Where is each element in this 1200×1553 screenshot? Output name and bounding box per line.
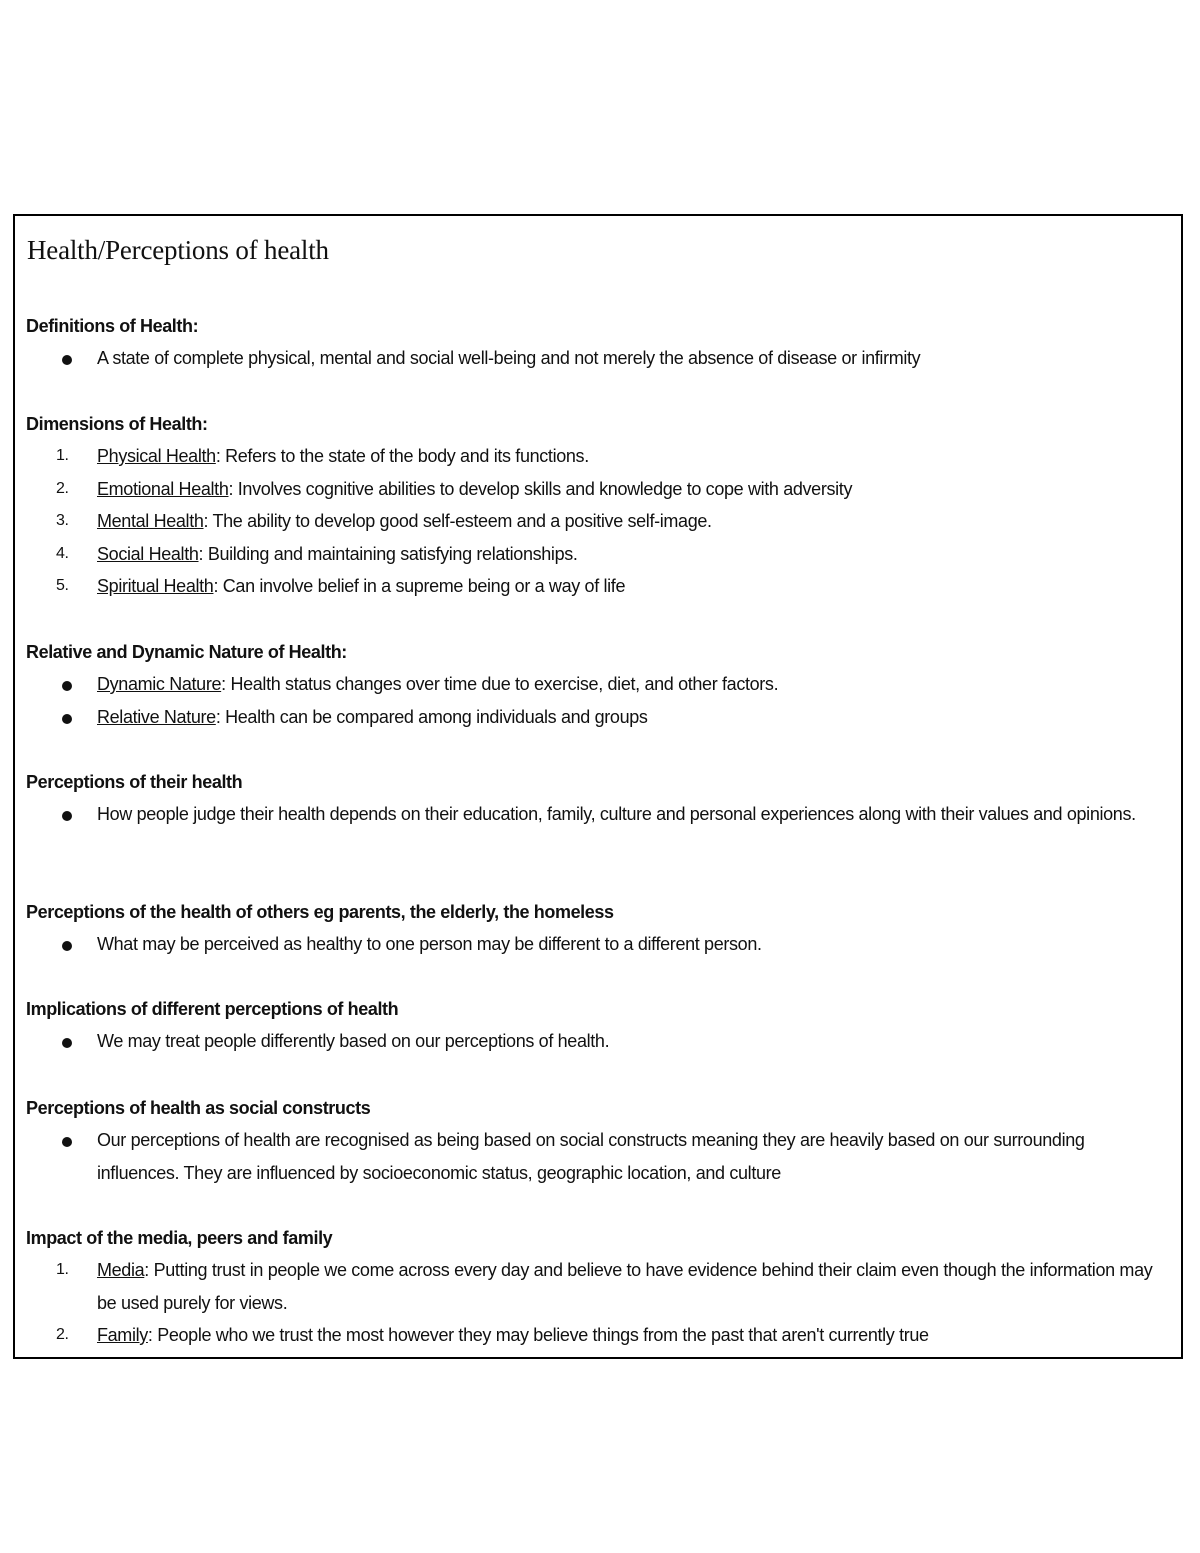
section-social-constructs <box>26 1092 1161 1189</box>
bullet-list <box>26 1025 1161 1058</box>
item-number: 1. <box>56 1261 69 1278</box>
section-perceptions-others <box>26 896 1161 961</box>
section-heading: Relative and Dynamic Nature of Health: <box>26 642 347 662</box>
item-number: 3. <box>56 512 69 529</box>
bullet-icon <box>62 1038 72 1048</box>
bullet-list <box>26 1124 1161 1189</box>
bullet-icon <box>62 941 72 951</box>
document-box <box>13 214 1183 1359</box>
item-text: We may treat people differently based on our perceptions of health. <box>97 1031 610 1051</box>
item-term: Emotional Health <box>97 478 229 499</box>
list-item <box>26 798 1161 831</box>
item-term: Family <box>97 1325 148 1345</box>
section-heading: Impact of the media, peers and family <box>26 1228 333 1248</box>
section-media-impact <box>26 1222 1161 1352</box>
bullet-icon <box>62 681 72 691</box>
item-text: A state of complete physical, mental and social well-being and not merely the absence of disease or infirmity <box>97 348 921 368</box>
list-item <box>26 1254 1161 1319</box>
item-text: : People who we trust the most however they may believe things from the past that aren't currently true <box>147 1325 929 1345</box>
item-text: : Can involve belief in a supreme being or a way of life <box>213 576 626 596</box>
item-term: Social Health <box>97 543 199 564</box>
item-text: Our perceptions of health are recognised as being based on social constructs meaning they are heavily based on our surrounding influences. They are influenced by socioeconomic status, geographic location, and culture <box>97 1130 1085 1183</box>
item-text: What may be perceived as healthy to one person may be different to a different person. <box>97 934 762 954</box>
item-term: Media <box>97 1260 145 1280</box>
section-perceptions-their-health <box>26 766 1161 831</box>
list-item <box>26 440 1161 473</box>
page-title: Health/Perceptions of health <box>27 235 329 265</box>
section-definitions <box>26 310 1161 375</box>
item-number: 4. <box>56 544 69 562</box>
list-item <box>26 570 1161 603</box>
list-item <box>26 701 1161 734</box>
section-implications <box>26 993 1161 1058</box>
item-text: How people judge their health depends on their education, family, culture and personal experiences along with their values and opinions. <box>97 804 1136 824</box>
bullet-list <box>26 798 1161 831</box>
item-text: : Health status changes over time due to exercise, diet, and other factors. <box>221 674 779 694</box>
section-heading: Dimensions of Health: <box>26 414 208 434</box>
item-text: : Health can be compared among individuals and groups <box>215 706 648 727</box>
section-heading: Implications of different perceptions of health <box>26 999 399 1019</box>
list-item <box>26 1124 1161 1189</box>
item-text: : Refers to the state of the body and its functions. <box>215 446 589 466</box>
bullet-list <box>26 668 1161 733</box>
section-dimensions <box>26 408 1161 603</box>
item-text: : Involves cognitive abilities to develop skills and knowledge to cope with adversity <box>228 478 853 499</box>
list-item <box>26 505 1161 538</box>
list-item <box>26 538 1161 571</box>
bullet-list <box>26 928 1161 961</box>
item-number: 5. <box>56 577 69 594</box>
bullet-icon <box>62 355 72 365</box>
section-heading: Definitions of Health: <box>26 316 199 336</box>
item-term: Dynamic Nature <box>97 674 222 694</box>
section-heading: Perceptions of the health of others eg parents, the elderly, the homeless <box>26 902 614 922</box>
section-heading: Perceptions of their health <box>26 772 243 792</box>
item-term: Spiritual Health <box>97 576 214 596</box>
bullet-icon <box>62 1137 72 1147</box>
list-item <box>26 473 1161 506</box>
item-number: 2. <box>56 1326 69 1343</box>
list-item <box>26 342 1161 375</box>
item-text: : Putting trust in people we come across every day and believe to have evidence behind their claim even though the information may be used purely for views. <box>97 1260 1153 1313</box>
list-item <box>26 1025 1161 1058</box>
list-item <box>26 668 1161 701</box>
section-heading: Perceptions of health as social constructs <box>26 1098 371 1118</box>
numbered-list <box>26 440 1161 603</box>
bullet-list <box>26 342 1161 375</box>
item-term: Relative Nature <box>97 706 216 727</box>
numbered-list <box>26 1254 1161 1352</box>
item-text: : Building and maintaining satisfying relationships. <box>198 543 578 564</box>
item-term: Physical Health <box>97 446 216 466</box>
item-number: 2. <box>56 479 69 497</box>
list-item <box>26 1319 1161 1352</box>
bullet-icon <box>62 714 72 724</box>
section-relative-dynamic <box>26 636 1161 733</box>
item-text: : The ability to develop good self-esteem and a positive self-image. <box>203 511 712 531</box>
list-item <box>26 928 1161 961</box>
item-number: 1. <box>56 447 69 464</box>
bullet-icon <box>62 811 72 821</box>
item-term: Mental Health <box>97 511 204 531</box>
